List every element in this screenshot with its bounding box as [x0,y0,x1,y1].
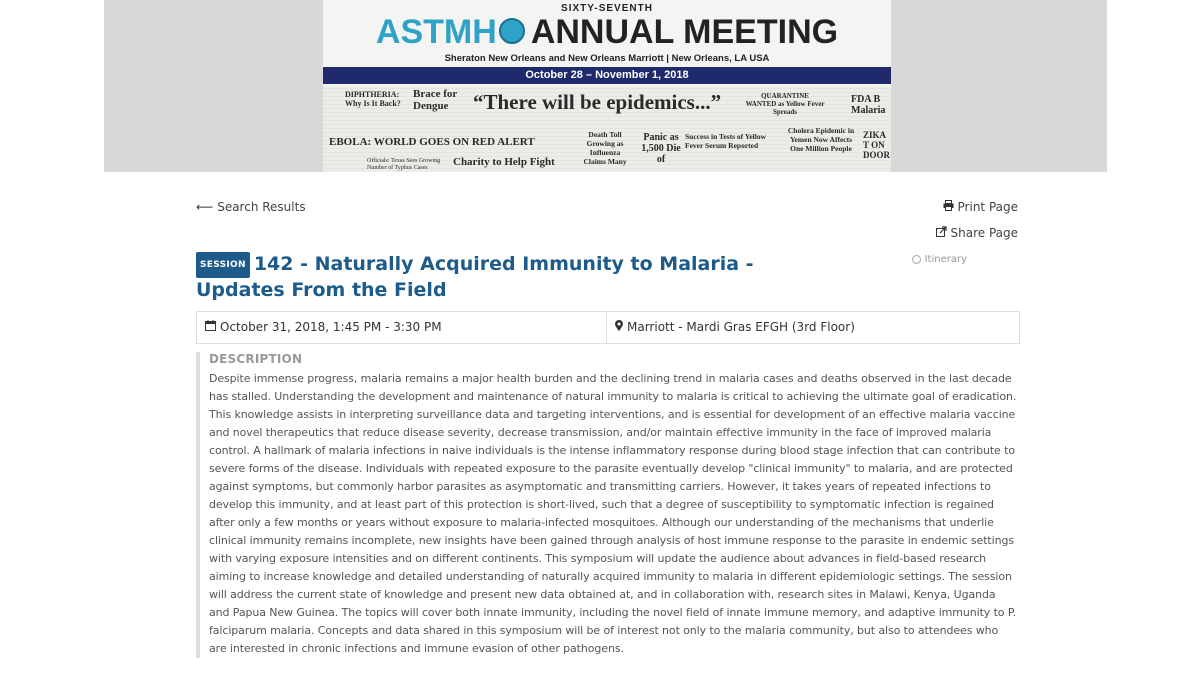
banner-dates: October 28 – November 1, 2018 [323,67,891,84]
banner-headline [323,10,891,54]
session-title: 142 - Naturally Acquired Immunity to Malaria - Updates From the Field [196,253,754,301]
map-marker-icon [615,312,623,343]
session-heading [196,252,796,302]
description-label: DESCRIPTION [209,352,303,366]
itinerary-toggle[interactable] [912,254,967,265]
session-datetime [197,312,607,343]
clipping: EBOLA: WORLD GOES ON RED ALERT [329,136,535,148]
calendar-icon [205,312,216,343]
circle-icon [912,255,921,264]
description-section [196,352,1018,658]
clipping: QUARANTINE WANTED as Yellow Fever Spreads [745,92,825,116]
banner-brand: ASTMH [375,13,497,51]
clipping: “There will be epidemics...” [473,90,722,114]
globe-logo-icon [499,18,525,44]
session-location [607,312,1019,343]
printer-icon [943,200,954,214]
clipping: Charity to Help Fight [453,156,555,168]
datetime-text: October 31, 2018, 1:45 PM - 3:30 PM [220,320,442,334]
clipping: Brace for Dengue [413,88,458,112]
share-page-link[interactable] [936,226,1019,240]
clipping: ZIKA T ON DOOR [863,130,890,160]
description-text: Despite immense progress, malaria remains a major health burden and the declining trend in malaria cases and deaths observed in the last decade has stalled. Understanding the development and maintenance of natural immunity to malaria is critical to achieving the ultimate goal of eradication. This knowledge assists in interpreting surveillance data and targeting interventions, and is essential for development of an effective malaria vaccine and novel therapeutics that reduce disease severity, decrease transmission, and/or maintain effective immunity in the face of improved malaria control. A hallmark of malaria infections in naive individuals is the intense inflammatory response during blood stage infection that can contribute to severe forms of the disease. Individuals with repeated exposure to the parasite eventually develop "clinical immunity" to malaria, and are protected against symptoms, but commonly harbor parasites as asymptomatic and transmitting carriers. However, it takes years of repeated infections to develop this immunity, and at least part of this protection is short-lived, such that a degree of susceptibility to symptomatic infection is regained after only a few months or years without exposure to malaria-infected mosquitoes. Although our understanding of the mechanisms that underlie clinical immunity remains incomplete, new insights have been gained through analysis of host immune response to the parasite in endemic settings with varying exposure intensities and on different continents. This symposium will update the audience about advances in field-based research aiming to increase knowledge and detailed understanding of naturally acquired immunity to malaria in different epidemiologic settings. The session will address the current state of knowledge and present new data obtained at, and in collaboration with, research sites in Malawi, Kenya, Uganda and Papua New Guinea. The topics will cover both innate immunity, including the novel field of innate immune memory, and adaptive immunity to P. falciparum malaria. Concepts and data shared in this symposium will be of interest not only to the malaria community, but also to attendees who are interested in chronic infections and immune evasion of other pathogens. [209,372,1017,655]
clipping: FDA B Malaria [851,94,886,116]
banner-kicker: SIXTY-SEVENTH [561,3,653,14]
back-label: Search Results [217,200,306,214]
print-page-link[interactable] [943,200,1018,214]
clipping: Success in Tests of Yellow Fever Serum Reported [685,132,766,150]
session-meta [196,311,1020,344]
banner-title: ANNUAL MEETING [530,13,839,51]
meeting-banner [323,0,891,172]
share-icon [936,226,947,240]
clipping: DIPHTHERIA: Why Is It Back? [345,90,401,108]
clipping: Panic as 1,500 Die of [641,132,681,165]
clipping: Death Toll Growing as Influenza Claims Many [583,130,627,166]
session-badge: SESSION [196,252,250,278]
back-to-search-link[interactable] [196,200,306,214]
itinerary-label: Itinerary [924,254,967,265]
print-label: Print Page [957,200,1018,214]
clipping: Officials: Texas Sees Growing Number of Typhus Cases [367,158,441,171]
share-label: Share Page [950,226,1018,240]
clipping: Cholera Epidemic in Yemen Now Affects One Million People [787,126,855,153]
newspaper-collage [323,86,891,172]
arrow-left-icon: ⟵ [196,200,214,214]
banner-venue: Sheraton New Orleans and New Orleans Marriott | New Orleans, LA USA [444,53,770,64]
location-text: Marriott - Mardi Gras EFGH (3rd Floor) [627,320,855,334]
